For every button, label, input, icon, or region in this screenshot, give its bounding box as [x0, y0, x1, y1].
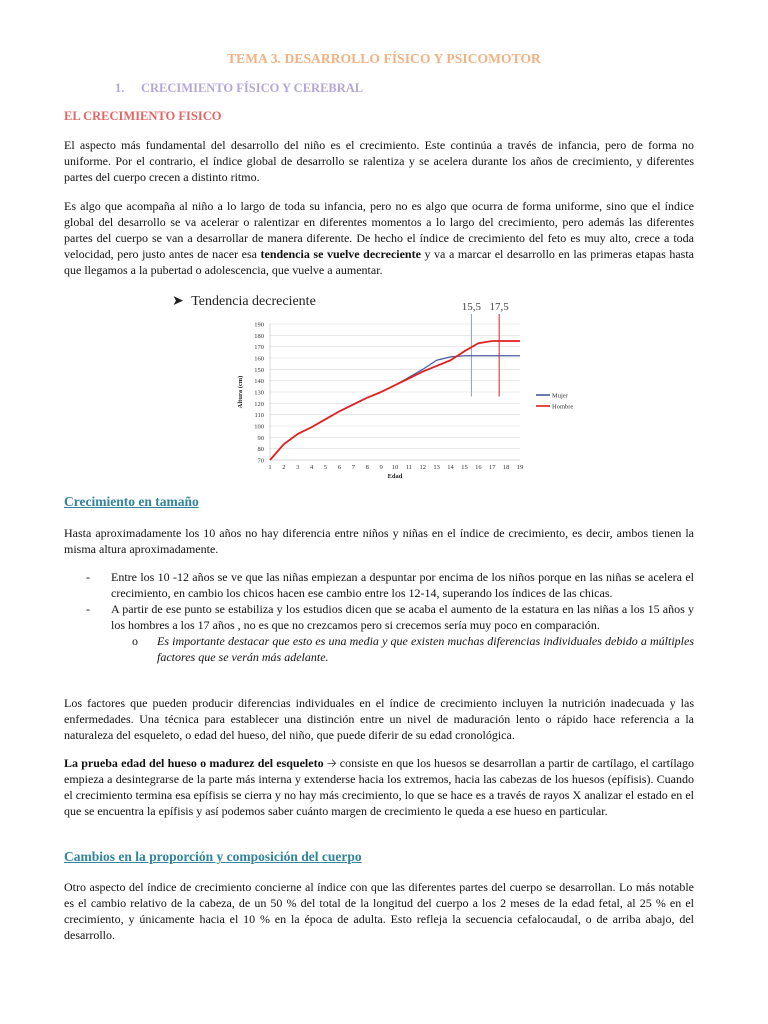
document-title: TEMA 3. DESARROLLO FÍSICO Y PSICOMOTOR [227, 51, 541, 66]
y-tick-label: 140 [254, 378, 264, 386]
y-tick-label: 190 [254, 321, 264, 329]
y-tick-label: 120 [254, 400, 264, 408]
y-tick-label: 180 [254, 332, 264, 340]
series-line-mujer [270, 356, 520, 460]
x-axis [268, 460, 523, 480]
section-label: CRECIMIENTO FÍSICO Y CEREBRAL [141, 81, 364, 95]
x-tick-label: 2 [282, 464, 286, 471]
paragraph-text: El aspecto más fundamental del desarrollo del niño es el crecimiento. Este continúa a través de infancia, pero de forma no uniforme. Por el contrario, el índice global de desarrollo se ralentiza y se acelera durante los años de crecimiento, y diferentes partes del cuerpo crecen a distinto ritmo. [64, 138, 694, 184]
x-tick-label: 7 [351, 464, 355, 471]
sub-list-item [64, 633, 694, 665]
paragraph-text: Hasta aproximadamente los 10 años no hay diferencia entre niños y niñas en el índice de crecimiento, es decir, ambos tienen la misma altura aproximadamente. [64, 526, 694, 556]
sub-list-item-text: Es importante destacar que esto es una media y que existen muchas diferencias individuales debido a múltiples factores que se verán más adelante. [157, 634, 694, 664]
y-tick-label: 160 [254, 355, 264, 363]
x-tick-label: 9 [379, 464, 383, 471]
text-run: y va a marcar el desarrollo en las primeras etapas hasta que llegamos a la pubertad o adolescencia, que vuelve a aumentar. [64, 247, 694, 277]
text-run: consiste en que los huesos se desarrollan a partir de cartílago, el cartílago empieza a desintegrarse de la parte más interna y extenderse hacia los extremos, hacia las cabezas de los huesos (epífisis). Cuando el crecimiento termina esa epífisis se cierra y no hay más crecimiento, lo que se hace es a través de rayos X analizar el estado en el que se encuentra la epífisis y así podemos saber cuánto margen de crecimiento le queda a ese hueso en particular. [64, 756, 695, 818]
paragraph-factores [64, 695, 694, 743]
list-item [64, 601, 694, 633]
y-tick-label: 100 [254, 423, 264, 431]
bullet-list [64, 569, 694, 665]
figure-caption [172, 293, 316, 310]
bold-text: La prueba edad del hueso o madurez del esqueleto [64, 756, 324, 770]
paragraph-text: Los factores que pueden producir diferencias individuales en el índice de crecimiento incluyen la nutrición inadecuada y las enfermedades. Una técnica para establecer una distinción entre un nivel de maduración lento o rápido hace referencia a la naturaleza del esqueleto, o edad del hueso, del niño, que puede diferir de su edad cronológica. [64, 696, 694, 742]
x-tick-label: 13 [433, 464, 440, 471]
x-tick-label: 3 [296, 464, 300, 471]
heading-crecimiento-tamano: Crecimiento en tamaño [64, 494, 199, 509]
chart-legend [536, 392, 573, 410]
chart-series [270, 341, 520, 460]
x-tick-label: 18 [502, 464, 510, 471]
x-tick-label: 11 [405, 464, 413, 471]
paragraph-text: Otro aspecto del índice de crecimiento concierne al índice con que las diferentes partes del cuerpo se desarrollan. Lo más notable es el cambio relativo de la cabeza, de un 50 % del total de la longitud del cuerpo a los 2 meses de la edad fetal, al 25 % en el crecimiento, y únicamente hacia el 10 % en la época de adulta. Esto refleja la secuencia cefalocaudal, o de arriba abajo, del desarrollo. [64, 880, 694, 942]
x-tick-label: 10 [391, 464, 399, 471]
x-tick-label: 1 [268, 464, 272, 471]
chart-grid [270, 324, 520, 460]
paragraph-text [64, 755, 694, 819]
paragraph-edad-hueso [64, 755, 694, 819]
marker-label: 17,5 [489, 301, 509, 313]
paragraph-proporcion [64, 879, 694, 943]
y-tick-label: 80 [257, 446, 264, 454]
list-item [64, 569, 694, 601]
list-marker: o [132, 634, 138, 648]
list-item-text: A partir de ese punto se estabiliza y los estudios dicen que se acaba el aumento de la estatura en las niñas a los 15 años y los hombres a los 17 años , no es que no crezcamos pero si crecemos sería muy poco en comparación. [111, 602, 694, 632]
section-number: 1. [115, 81, 125, 95]
x-axis-label: Edad [387, 473, 403, 480]
arrowhead-bullet-icon: ➤ [172, 294, 184, 309]
x-tick-label: 8 [365, 464, 369, 471]
y-tick-label: 130 [254, 389, 264, 397]
paragraph-tendencia [64, 198, 694, 278]
y-axis [237, 322, 270, 465]
section-heading-crecimiento-fisico-cerebral [115, 81, 363, 96]
series-line-hombre [270, 341, 520, 460]
x-tick-label: 17 [488, 464, 496, 471]
right-arrow-icon: 🡢 [326, 756, 337, 770]
x-tick-label: 6 [337, 464, 342, 471]
text-run: Es algo que acompaña al niño a lo largo de toda su infancia, pero no es algo que ocurra de forma uniforme, sino que el índice global del desarrollo se va acelerar o ralentizar en diferentes momentos a lo largo del crecimiento, pero además las diferentes partes del cuerpo se van a desarrollar de manera diferente. De hecho el índice de crecimiento del feto es muy alto, crece a toda velocidad, pero justo antes de nacer esa [64, 199, 694, 261]
list-marker: - [86, 570, 90, 584]
paragraph-intro [64, 137, 694, 185]
legend-label: Hombre [552, 403, 574, 411]
list-marker: - [86, 602, 90, 616]
x-tick-label: 14 [447, 464, 454, 471]
x-tick-label: 5 [323, 464, 328, 471]
x-tick-label: 19 [516, 464, 524, 471]
y-tick-label: 170 [254, 344, 264, 352]
subheading-crecimiento-fisico: EL CRECIMIENTO FISICO [64, 109, 222, 123]
x-tick-label: 15 [461, 464, 468, 471]
heading-cambios-proporcion: Cambios en la proporción y composición del cuerpo [64, 849, 362, 864]
x-tick-label: 12 [419, 464, 427, 471]
paragraph-text [64, 198, 694, 278]
marker-label: 15,5 [461, 301, 482, 313]
legend-label: Mujer [552, 392, 568, 400]
growth-chart [168, 292, 592, 488]
y-tick-label: 70 [257, 457, 264, 465]
list-item-text: Entre los 10 -12 años se ve que las niñas empiezan a despuntar por encima de los niños porque en las niñas se acelera el crecimiento, en cambio los chicos hacen ese cambio entre los 12-14, superando los índices de las chicas. [111, 570, 694, 600]
x-tick-label: 16 [475, 464, 482, 471]
figure-title: Tendencia decreciente [191, 294, 316, 309]
y-axis-label: Altura (cm) [237, 375, 244, 409]
x-tick-label: 4 [310, 464, 314, 471]
paragraph-tamano [64, 525, 694, 557]
y-tick-label: 90 [257, 434, 264, 442]
bold-text: tendencia se vuelve decreciente [260, 247, 421, 261]
y-tick-label: 110 [254, 412, 264, 420]
y-tick-label: 150 [254, 366, 264, 374]
growth-chart-figure [168, 292, 592, 488]
